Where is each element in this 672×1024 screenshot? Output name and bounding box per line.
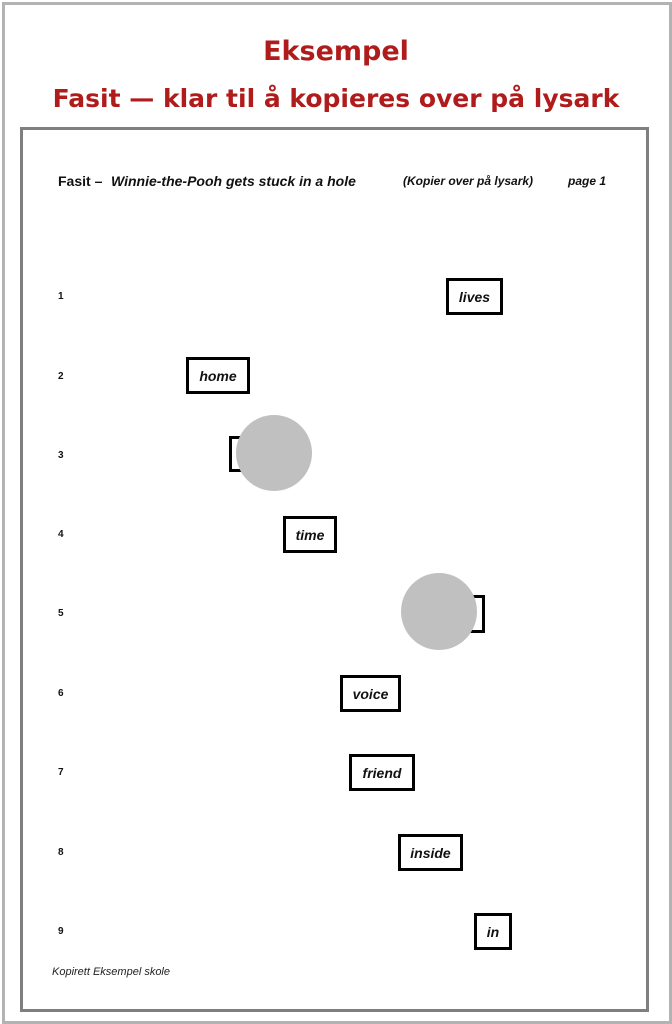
document-sheet	[20, 127, 649, 1012]
word-box-6: voice	[340, 675, 401, 712]
word-box-7: friend	[349, 754, 415, 791]
word-box-9: in	[474, 913, 512, 950]
header-note: (Kopier over på lysark)	[403, 174, 534, 188]
redaction-circle	[401, 573, 477, 650]
row-number-7: 7	[58, 767, 64, 778]
row-number-6: 6	[58, 688, 64, 699]
page-number: page 1	[568, 174, 607, 188]
row-number-5: 5	[58, 608, 64, 619]
page-title: Eksempel	[263, 36, 409, 67]
word-box-4: time	[283, 516, 337, 553]
copyright-footer: Kopirett Eksempel skole	[52, 966, 170, 978]
row-number-2: 2	[58, 371, 64, 382]
row-number-1: 1	[58, 291, 64, 302]
row-number-3: 3	[58, 450, 64, 461]
row-number-8: 8	[58, 847, 64, 858]
word-box-1: lives	[446, 278, 503, 315]
word-box-2: home	[186, 357, 250, 394]
row-number-9: 9	[58, 926, 64, 937]
word-box-8: inside	[398, 834, 463, 871]
page-subtitle: Fasit — klar til å kopieres over på lysark	[52, 84, 620, 113]
sheet-header	[0, 173, 672, 193]
header-prefix: Fasit –	[58, 173, 103, 189]
redaction-circle	[236, 415, 312, 491]
header-title: Winnie-the-Pooh gets stuck in a hole	[111, 173, 356, 189]
row-number-4: 4	[58, 529, 64, 540]
